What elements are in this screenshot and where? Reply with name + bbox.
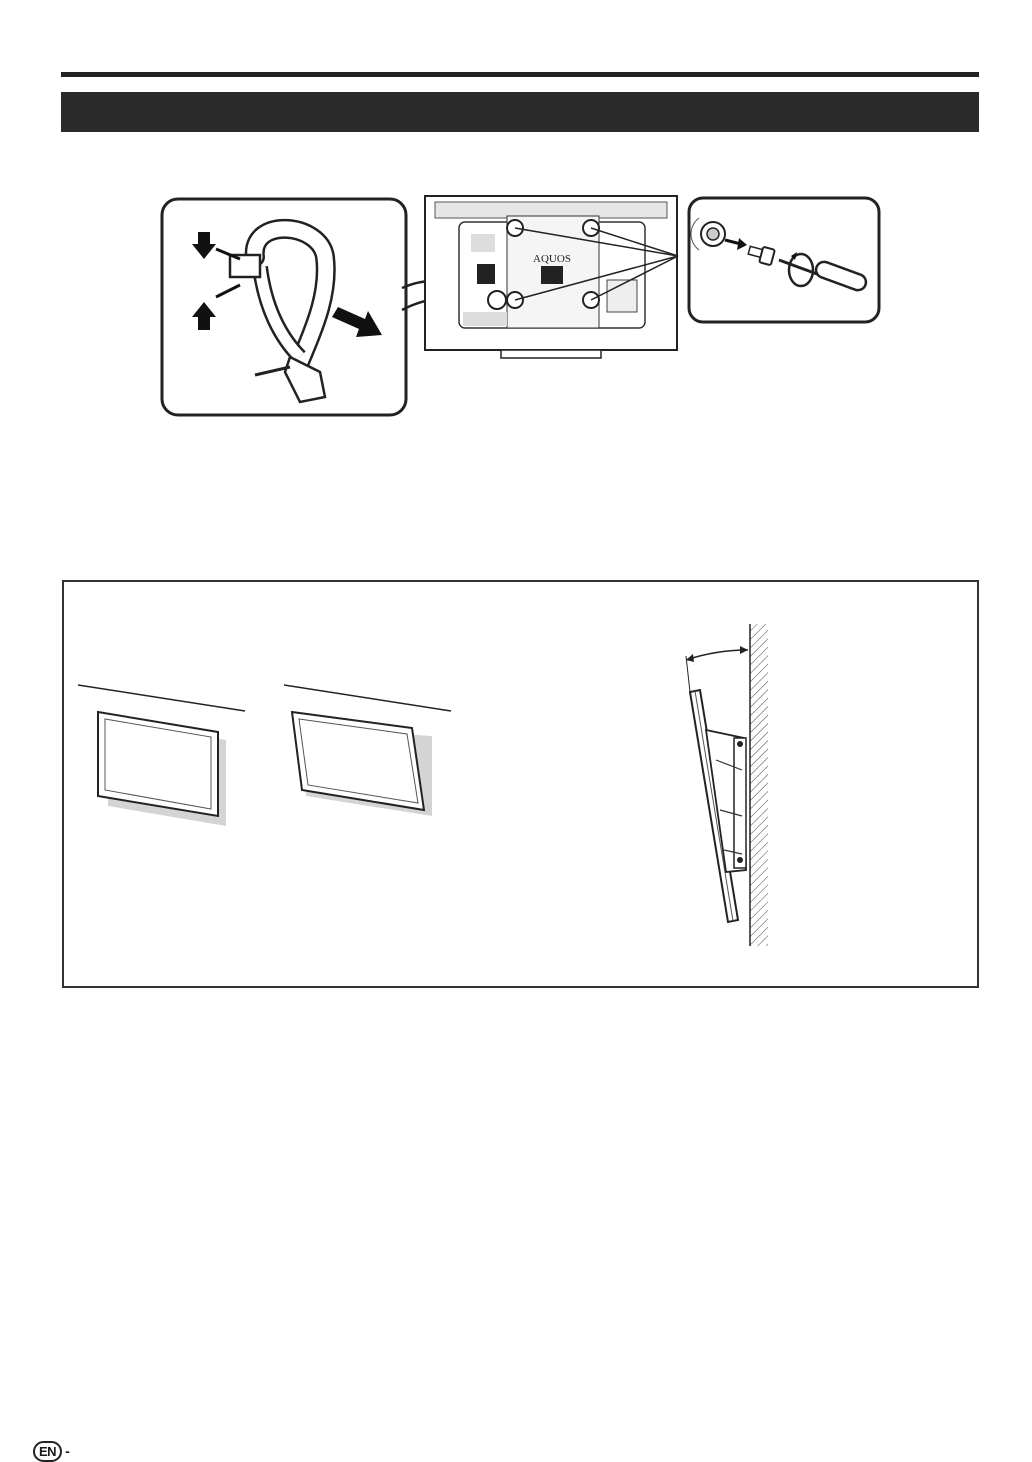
tv-rear-view — [423, 194, 679, 360]
top-rule — [61, 72, 979, 77]
tv-correct-mount — [78, 678, 248, 830]
brand-logo: AQUOS — [533, 253, 571, 265]
screw-removal-inset — [687, 196, 881, 324]
section-title-bar — [61, 92, 979, 132]
language-badge-label: EN — [33, 1441, 62, 1462]
cable-tie-inset — [160, 197, 408, 417]
wall-tilt-diagram — [676, 620, 776, 950]
page-number-suffix: - — [65, 1443, 70, 1459]
tv-tilted-mount — [284, 678, 454, 830]
language-badge — [33, 1441, 70, 1461]
